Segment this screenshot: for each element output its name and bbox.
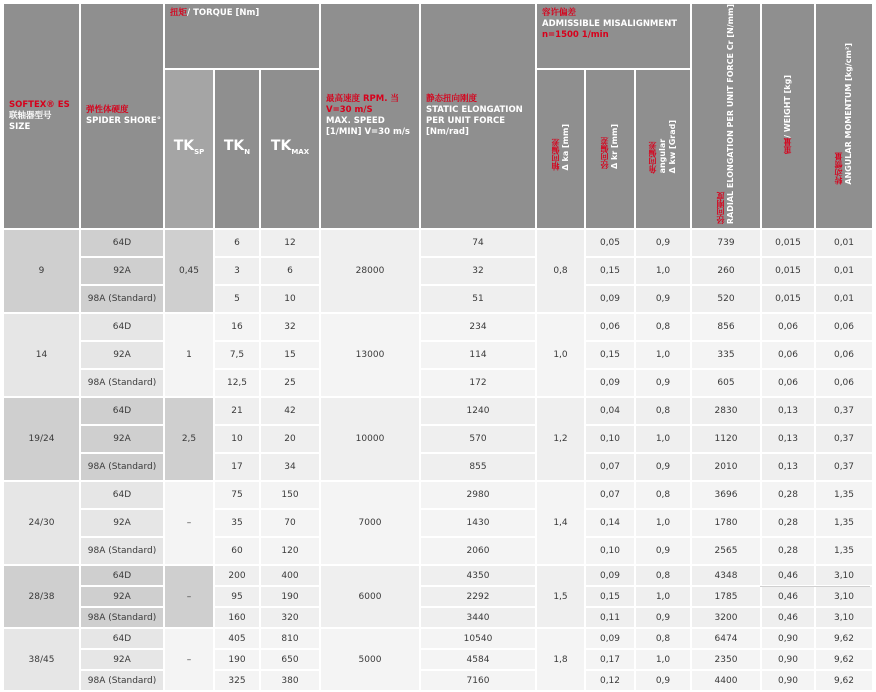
table-row — [4, 629, 872, 648]
kw-cell: 0,9 — [636, 538, 690, 564]
kw-cell: 0,8 — [636, 629, 690, 648]
table-row — [4, 482, 872, 508]
kw-cell: 0,9 — [636, 286, 690, 312]
tk-max-cell: 320 — [261, 608, 319, 627]
tk-sp-cell: 0,45 — [165, 230, 213, 312]
ka-cell: 0,8 — [537, 230, 584, 312]
static-cell: 172 — [421, 370, 535, 396]
kr-cell: 0,15 — [586, 258, 634, 284]
table-row — [4, 342, 872, 368]
weight-cell: 0,015 — [762, 258, 814, 284]
shore-label-en: SPIDER SHORE° — [86, 116, 161, 127]
header-tk-max: $TK_{MAX}$ — [261, 70, 319, 228]
static-label-cn: 静态扭向刚度 — [426, 94, 478, 105]
tk-n-cell: 10 — [215, 426, 259, 452]
tk-max-cell: 15 — [261, 342, 319, 368]
static-cell: 7160 — [421, 671, 535, 690]
cr-cell: 6474 — [692, 629, 760, 648]
radial-label-en: RADIAL ELONGATION PER UNIT FORCE Cr [N/mm] — [726, 4, 735, 225]
table-row — [4, 286, 872, 312]
cr-cell: 2350 — [692, 650, 760, 669]
weight-cell: 0,06 — [762, 370, 814, 396]
momentum-cell: 0,01 — [816, 230, 872, 256]
static-cell: 114 — [421, 342, 535, 368]
ang-label-en: ANGULAR MOMENTUM [kg/cm²] — [844, 43, 853, 185]
shore-cell: 98A (Standard) — [81, 370, 163, 396]
static-cell: 32 — [421, 258, 535, 284]
tk-sp-cell: – — [165, 566, 213, 627]
momentum-cell: 9,62 — [816, 629, 872, 648]
momentum-cell: 1,35 — [816, 510, 872, 536]
kr-cell: 0,05 — [586, 230, 634, 256]
table-row — [4, 454, 872, 480]
tk-max-cell: 42 — [261, 398, 319, 424]
kr-cell: 0,09 — [586, 629, 634, 648]
tk-n-cell: 12,5 — [215, 370, 259, 396]
momentum-cell: 1,35 — [816, 538, 872, 564]
speed-cell: 13000 — [321, 314, 419, 396]
header-misalignment — [537, 4, 690, 68]
kr-cell: 0,09 — [586, 566, 634, 585]
kr-cell: 0,10 — [586, 538, 634, 564]
static-label-en: STATIC ELONGATION PER UNIT FORCE [Nm/rad] — [426, 105, 523, 138]
tk-n-cell: 190 — [215, 650, 259, 669]
table-row — [4, 314, 872, 340]
momentum-cell: 0,37 — [816, 426, 872, 452]
kw-cell: 1,0 — [636, 342, 690, 368]
static-cell: 3440 — [421, 608, 535, 627]
table-row — [4, 398, 872, 424]
footer-rule — [760, 586, 870, 587]
cr-cell: 520 — [692, 286, 760, 312]
cr-cell: 4400 — [692, 671, 760, 690]
speed-cell: 5000 — [321, 629, 419, 690]
shore-cell: 64D — [81, 566, 163, 585]
tk-n-cell: 21 — [215, 398, 259, 424]
kw-cell: 0,8 — [636, 398, 690, 424]
shore-cell: 92A — [81, 650, 163, 669]
torque-label-cn: 扭矩 — [170, 8, 188, 18]
tk-max-cell: 120 — [261, 538, 319, 564]
tk-sp-cell: – — [165, 629, 213, 690]
kr-cell: 0,10 — [586, 426, 634, 452]
speed-cell: 6000 — [321, 566, 419, 627]
kw-cell: 0,8 — [636, 482, 690, 508]
tk-sp-cell: – — [165, 482, 213, 564]
tk-n-cell: 160 — [215, 608, 259, 627]
momentum-cell: 1,35 — [816, 482, 872, 508]
shore-cell: 64D — [81, 230, 163, 256]
tk-max-cell: 20 — [261, 426, 319, 452]
weight-label-cn: 重量 — [783, 137, 792, 154]
header-tk-n: $TK_N$ — [215, 70, 259, 228]
weight-cell: 0,015 — [762, 286, 814, 312]
speed-label-cn: 最高速度 RPM. 当 V=30 m/S — [326, 94, 399, 116]
tk-max-cell: 25 — [261, 370, 319, 396]
coupling-spec-table — [2, 2, 874, 692]
size-cell: 28/38 — [4, 566, 79, 627]
cr-cell: 605 — [692, 370, 760, 396]
shore-cell: 92A — [81, 342, 163, 368]
momentum-cell: 9,62 — [816, 650, 872, 669]
kw-cell: 0,9 — [636, 454, 690, 480]
static-cell: 1430 — [421, 510, 535, 536]
table-row — [4, 510, 872, 536]
weight-cell: 0,13 — [762, 426, 814, 452]
shore-cell: 64D — [81, 629, 163, 648]
kr-cell: 0,11 — [586, 608, 634, 627]
weight-cell: 0,90 — [762, 650, 814, 669]
momentum-cell: 0,06 — [816, 314, 872, 340]
tk-n-cell: 325 — [215, 671, 259, 690]
cr-cell: 2010 — [692, 454, 760, 480]
tk-n-cell: 17 — [215, 454, 259, 480]
table-row — [4, 566, 872, 585]
static-cell: 855 — [421, 454, 535, 480]
ang-label-cn: 转动惯量 — [834, 152, 843, 185]
shore-cell: 92A — [81, 510, 163, 536]
weight-cell: 0,28 — [762, 538, 814, 564]
kr-cell: 0,15 — [586, 342, 634, 368]
weight-cell: 0,06 — [762, 314, 814, 340]
shore-cell: 92A — [81, 587, 163, 606]
tk-max-cell: 10 — [261, 286, 319, 312]
weight-cell: 0,06 — [762, 342, 814, 368]
size-cell: 38/45 — [4, 629, 79, 690]
kw-cell: 1,0 — [636, 258, 690, 284]
header-tk-sp: $TK_{SP}$ — [165, 70, 213, 228]
shore-cell: 98A (Standard) — [81, 538, 163, 564]
ka-cell: 1,8 — [537, 629, 584, 690]
table-row — [4, 538, 872, 564]
shore-cell: 92A — [81, 426, 163, 452]
static-cell: 2292 — [421, 587, 535, 606]
cr-cell: 3696 — [692, 482, 760, 508]
weight-cell: 0,90 — [762, 629, 814, 648]
cr-cell: 3200 — [692, 608, 760, 627]
static-cell: 2980 — [421, 482, 535, 508]
size-label-en2: SIZE — [9, 121, 31, 132]
weight-cell: 0,28 — [762, 482, 814, 508]
kw-cell: 0,9 — [636, 608, 690, 627]
cr-cell: 739 — [692, 230, 760, 256]
header-size — [4, 4, 79, 228]
size-cell: 9 — [4, 230, 79, 312]
tk-n-cell: 75 — [215, 482, 259, 508]
tk-max-cell: 34 — [261, 454, 319, 480]
momentum-cell: 3,10 — [816, 608, 872, 627]
kr-cell: 0,06 — [586, 314, 634, 340]
momentum-cell: 0,06 — [816, 370, 872, 396]
static-cell: 74 — [421, 230, 535, 256]
kr-cell: 0,15 — [586, 587, 634, 606]
size-cell: 14 — [4, 314, 79, 396]
static-cell: 1240 — [421, 398, 535, 424]
size-cell: 24/30 — [4, 482, 79, 564]
radial-label-cn: 径向刚度 — [716, 192, 725, 225]
speed-label-en: MAX. SPEED [1/MIN] V=30 m/s — [326, 116, 410, 138]
header-torque — [165, 4, 319, 68]
cr-cell: 335 — [692, 342, 760, 368]
tk-n-cell: 60 — [215, 538, 259, 564]
header-ka: 轴向偏差 Δ ka [mm] — [537, 70, 584, 228]
shore-cell: 64D — [81, 398, 163, 424]
speed-cell: 7000 — [321, 482, 419, 564]
kr-cell: 0,09 — [586, 286, 634, 312]
shore-cell: 98A (Standard) — [81, 454, 163, 480]
kr-cell: 0,07 — [586, 454, 634, 480]
tk-sp-cell: 1 — [165, 314, 213, 396]
ka-cell: 1,5 — [537, 566, 584, 627]
static-cell: 2060 — [421, 538, 535, 564]
kw-cell: 1,0 — [636, 650, 690, 669]
cr-cell: 1785 — [692, 587, 760, 606]
weight-cell: 0,13 — [762, 454, 814, 480]
table-row — [4, 426, 872, 452]
kw-cell: 1,0 — [636, 426, 690, 452]
mis-label-cn: 容许偏差 — [542, 8, 577, 18]
cr-cell: 1120 — [692, 426, 760, 452]
tk-max-cell: 12 — [261, 230, 319, 256]
table-row — [4, 370, 872, 396]
tk-n-cell: 405 — [215, 629, 259, 648]
tk-max-cell: 70 — [261, 510, 319, 536]
tk-max-cell: 150 — [261, 482, 319, 508]
size-label-en: SOFTEX® ES — [9, 99, 70, 110]
header-angular — [816, 4, 872, 228]
shore-cell: 98A (Standard) — [81, 608, 163, 627]
tk-n-cell: 6 — [215, 230, 259, 256]
size-label-cn: 联轴器型号 — [9, 110, 52, 121]
tk-n-cell: 35 — [215, 510, 259, 536]
kw-cell: 1,0 — [636, 510, 690, 536]
weight-cell: 0,46 — [762, 608, 814, 627]
torque-label-en: / TORQUE [Nm] — [187, 8, 260, 18]
tk-n-cell: 95 — [215, 587, 259, 606]
shore-cell: 92A — [81, 258, 163, 284]
kr-cell: 0,17 — [586, 650, 634, 669]
speed-cell: 28000 — [321, 230, 419, 312]
weight-cell: 0,46 — [762, 587, 814, 606]
momentum-cell: 0,01 — [816, 286, 872, 312]
cr-cell: 4348 — [692, 566, 760, 585]
mis-rpm: n=1500 1/min — [542, 30, 609, 40]
tk-n-cell: 200 — [215, 566, 259, 585]
kw-cell: 1,0 — [636, 587, 690, 606]
kw-cell: 0,9 — [636, 370, 690, 396]
weight-cell: 0,90 — [762, 671, 814, 690]
momentum-cell: 0,06 — [816, 342, 872, 368]
table-row — [4, 671, 872, 690]
tk-max-cell: 190 — [261, 587, 319, 606]
tk-n-cell: 5 — [215, 286, 259, 312]
weight-cell: 0,015 — [762, 230, 814, 256]
ka-cell: 1,2 — [537, 398, 584, 480]
table-row — [4, 608, 872, 627]
table-row — [4, 230, 872, 256]
header-weight — [762, 4, 814, 228]
static-cell: 4584 — [421, 650, 535, 669]
kw-cell: 0,8 — [636, 566, 690, 585]
header-speed — [321, 4, 419, 228]
header-static — [421, 4, 535, 228]
ka-cell: 1,0 — [537, 314, 584, 396]
weight-cell: 0,28 — [762, 510, 814, 536]
momentum-cell: 3,10 — [816, 566, 872, 585]
tk-sp-cell: 2,5 — [165, 398, 213, 480]
momentum-cell: 0,37 — [816, 454, 872, 480]
tk-max-cell: 810 — [261, 629, 319, 648]
cr-cell: 2565 — [692, 538, 760, 564]
kw-cell: 0,9 — [636, 671, 690, 690]
tk-max-cell: 6 — [261, 258, 319, 284]
cr-cell: 856 — [692, 314, 760, 340]
weight-cell: 0,13 — [762, 398, 814, 424]
shore-cell: 64D — [81, 482, 163, 508]
kr-cell: 0,12 — [586, 671, 634, 690]
table-row — [4, 650, 872, 669]
weight-label-en: / WEIGHT [kg] — [783, 74, 792, 138]
momentum-cell: 3,10 — [816, 587, 872, 606]
weight-cell: 0,46 — [762, 566, 814, 585]
tk-n-cell: 3 — [215, 258, 259, 284]
kr-cell: 0,09 — [586, 370, 634, 396]
kw-cell: 0,8 — [636, 314, 690, 340]
tk-max-cell: 32 — [261, 314, 319, 340]
momentum-cell: 9,62 — [816, 671, 872, 690]
ka-cell: 1,4 — [537, 482, 584, 564]
size-cell: 19/24 — [4, 398, 79, 480]
speed-cell: 10000 — [321, 398, 419, 480]
kr-cell: 0,14 — [586, 510, 634, 536]
table-body — [4, 230, 872, 690]
cr-cell: 260 — [692, 258, 760, 284]
kw-cell: 0,9 — [636, 230, 690, 256]
static-cell: 10540 — [421, 629, 535, 648]
static-cell: 4350 — [421, 566, 535, 585]
table-row — [4, 258, 872, 284]
header-radial — [692, 4, 760, 228]
kr-cell: 0,04 — [586, 398, 634, 424]
header-kw: 角向偏差 angular Δ kw [Grad] — [636, 70, 690, 228]
mis-label-en: ADMISSIBLE MISALIGNMENT — [542, 19, 678, 29]
shore-cell: 98A (Standard) — [81, 286, 163, 312]
tk-max-cell: 400 — [261, 566, 319, 585]
table-header — [4, 4, 872, 228]
kr-cell: 0,07 — [586, 482, 634, 508]
shore-cell: 98A (Standard) — [81, 671, 163, 690]
momentum-cell: 0,37 — [816, 398, 872, 424]
tk-n-cell: 16 — [215, 314, 259, 340]
cr-cell: 1780 — [692, 510, 760, 536]
tk-n-cell: 7,5 — [215, 342, 259, 368]
header-shore — [81, 4, 163, 228]
static-cell: 51 — [421, 286, 535, 312]
header-kr: 径向偏差 Δ kr [mm] — [586, 70, 634, 228]
cr-cell: 2830 — [692, 398, 760, 424]
tk-max-cell: 650 — [261, 650, 319, 669]
momentum-cell: 0,01 — [816, 258, 872, 284]
shore-label-cn: 弹性体硬度 — [86, 105, 129, 116]
static-cell: 234 — [421, 314, 535, 340]
tk-max-cell: 380 — [261, 671, 319, 690]
shore-cell: 64D — [81, 314, 163, 340]
static-cell: 570 — [421, 426, 535, 452]
